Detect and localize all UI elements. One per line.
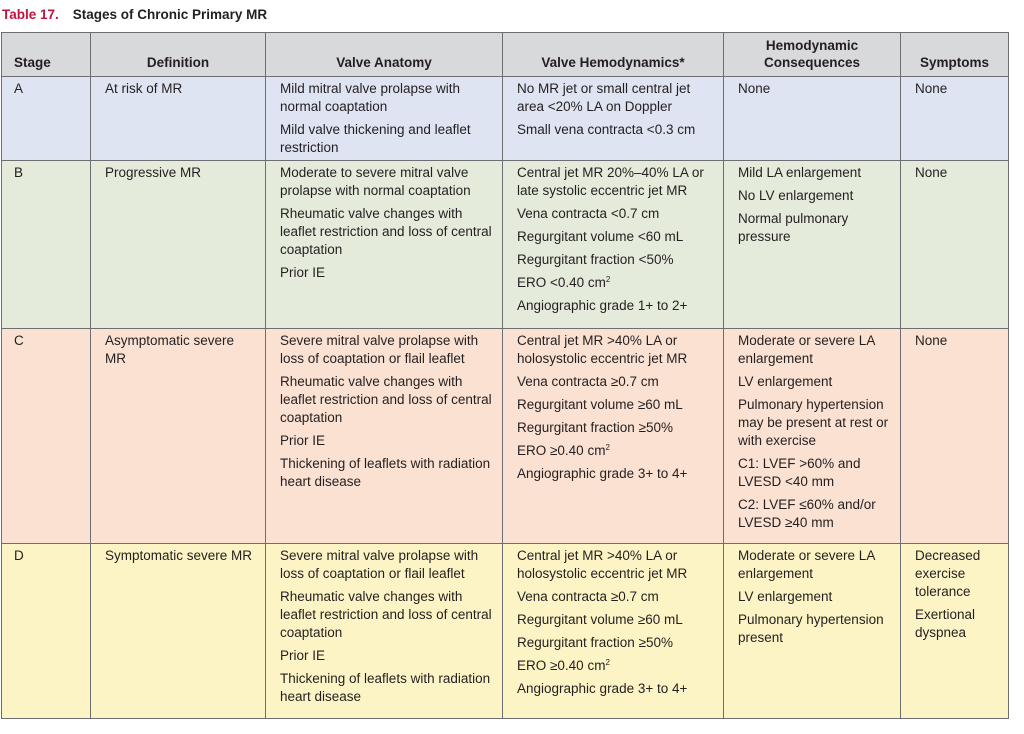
valve-hemodynamics-cell	[503, 161, 724, 329]
hemodynamic-consequences-cell	[724, 544, 901, 719]
header-definition: Definition	[91, 33, 266, 77]
hemodynamics-item: Regurgitant volume ≥60 mL	[517, 397, 683, 412]
definition-cell	[91, 77, 266, 161]
consequence-item: None	[738, 81, 771, 96]
consequence-item: Pulmonary hypertension present	[738, 612, 884, 645]
anatomy-item: Prior IE	[280, 648, 326, 663]
definition-text: Progressive MR	[105, 165, 202, 180]
hemodynamic-consequences-cell	[724, 77, 901, 161]
hemodynamic-consequences-cell	[724, 329, 901, 544]
anatomy-item: Rheumatic valve changes with leaflet restriction and loss of central coaptation	[280, 374, 492, 425]
hemodynamics-item: Regurgitant volume <60 mL	[517, 229, 684, 244]
hemodynamics-item: Regurgitant fraction <50%	[517, 252, 674, 267]
consequence-item: Mild LA enlargement	[738, 165, 862, 180]
anatomy-item: Severe mitral valve prolapse with loss of coaptation or flail leaflet	[280, 333, 479, 366]
symptom-item: Exertional dyspnea	[915, 607, 976, 640]
definition-cell	[91, 329, 266, 544]
anatomy-item: Prior IE	[280, 265, 326, 280]
table-row	[2, 161, 1009, 329]
consequence-item: C2: LVEF ≤60% and/or LVESD ≥40 mm	[738, 497, 876, 530]
valve-anatomy-cell	[266, 77, 503, 161]
anatomy-item: Severe mitral valve prolapse with loss of coaptation or flail leaflet	[280, 548, 479, 581]
hemodynamics-item: No MR jet or small central jet area <20% LA on Doppler	[517, 81, 691, 114]
symptom-item: None	[915, 333, 948, 348]
stage-cell: B	[2, 161, 91, 329]
hemodynamics-item: Regurgitant fraction ≥50%	[517, 420, 673, 435]
valve-anatomy-cell	[266, 544, 503, 719]
ero-text: ERO ≥0.40 cm	[517, 658, 606, 673]
ero-item	[517, 657, 715, 675]
stage-cell: A	[2, 77, 91, 161]
hemodynamics-item: Small vena contracta <0.3 cm	[517, 122, 696, 137]
definition-text: Symptomatic severe MR	[105, 548, 253, 563]
anatomy-item: Rheumatic valve changes with leaflet restriction and loss of central coaptation	[280, 206, 492, 257]
table-row	[2, 544, 1009, 719]
hemodynamics-item: Central jet MR >40% LA or holosystolic eccentric jet MR	[517, 548, 688, 581]
symptom-item: None	[915, 81, 948, 96]
ero-text: ERO ≥0.40 cm	[517, 443, 606, 458]
anatomy-item: Moderate to severe mitral valve prolapse with normal coaptation	[280, 165, 471, 198]
table-caption	[2, 7, 267, 22]
header-symptoms: Symptoms	[901, 33, 1009, 77]
symptoms-cell	[901, 544, 1009, 719]
ero-unit-exponent: 2	[605, 658, 610, 667]
valve-anatomy-cell	[266, 329, 503, 544]
header-valve-anatomy: Valve Anatomy	[266, 33, 503, 77]
header-stage: Stage	[2, 33, 91, 77]
ero-text: ERO <0.40 cm	[517, 275, 606, 290]
stage-cell: D	[2, 544, 91, 719]
ero-item	[517, 274, 715, 292]
hemodynamics-item: Angiographic grade 3+ to 4+	[517, 681, 688, 696]
hemodynamics-item: Angiographic grade 1+ to 2+	[517, 298, 688, 313]
header-hemodynamic-consequences-line2: Consequences	[763, 55, 861, 70]
consequence-item: C1: LVEF >60% and LVESD <40 mm	[738, 456, 861, 489]
hemodynamics-item: Vena contracta ≥0.7 cm	[517, 374, 659, 389]
table-title: Stages of Chronic Primary MR	[72, 7, 268, 22]
header-row	[2, 33, 1009, 77]
anatomy-item: Thickening of leaflets with radiation heart disease	[280, 671, 491, 704]
symptoms-cell	[901, 329, 1009, 544]
consequence-item: Pulmonary hypertension may be present at rest or with exercise	[738, 397, 889, 448]
anatomy-item: Mild valve thickening and leaflet restriction	[280, 122, 471, 155]
valve-hemodynamics-cell	[503, 329, 724, 544]
definition-text: Asymptomatic severe MR	[105, 333, 235, 366]
symptoms-cell	[901, 77, 1009, 161]
symptom-item: None	[915, 165, 948, 180]
anatomy-item: Mild mitral valve prolapse with normal coaptation	[280, 81, 461, 114]
hemodynamics-item: Central jet MR >40% LA or holosystolic eccentric jet MR	[517, 333, 688, 366]
stage-cell: C	[2, 329, 91, 544]
consequence-item: Normal pulmonary pressure	[738, 211, 849, 244]
consequence-item: No LV enlargement	[738, 188, 854, 203]
definition-cell	[91, 544, 266, 719]
stages-table	[1, 32, 1009, 719]
table-number: Table 17.	[2, 7, 59, 22]
table-row	[2, 77, 1009, 161]
valve-hemodynamics-cell	[503, 77, 724, 161]
consequence-item: LV enlargement	[738, 374, 833, 389]
anatomy-item: Prior IE	[280, 433, 326, 448]
header-hemodynamic-consequences	[724, 33, 901, 77]
valve-anatomy-cell	[266, 161, 503, 329]
valve-hemodynamics-cell	[503, 544, 724, 719]
hemodynamics-item: Central jet MR 20%–40% LA or late systolic eccentric jet MR	[517, 165, 704, 198]
ero-item	[517, 442, 715, 460]
hemodynamic-consequences-cell	[724, 161, 901, 329]
hemodynamics-item: Vena contracta ≥0.7 cm	[517, 589, 659, 604]
hemodynamics-item: Regurgitant volume ≥60 mL	[517, 612, 683, 627]
anatomy-item: Thickening of leaflets with radiation heart disease	[280, 456, 491, 489]
hemodynamics-item: Regurgitant fraction ≥50%	[517, 635, 673, 650]
definition-text: At risk of MR	[105, 81, 183, 96]
definition-cell	[91, 161, 266, 329]
header-hemodynamic-consequences-line1: Hemodynamic	[765, 38, 859, 53]
header-valve-hemodynamics: Valve Hemodynamics*	[503, 33, 724, 77]
symptoms-cell	[901, 161, 1009, 329]
consequence-item: Moderate or severe LA enlargement	[738, 548, 875, 581]
hemodynamics-item: Vena contracta <0.7 cm	[517, 206, 660, 221]
consequence-item: LV enlargement	[738, 589, 833, 604]
ero-unit-exponent: 2	[605, 275, 611, 284]
anatomy-item: Rheumatic valve changes with leaflet restriction and loss of central coaptation	[280, 589, 492, 640]
ero-unit-exponent: 2	[605, 443, 610, 452]
symptom-item: Decreased exercise tolerance	[915, 548, 981, 599]
table-row	[2, 329, 1009, 544]
hemodynamics-item: Angiographic grade 3+ to 4+	[517, 466, 688, 481]
consequence-item: Moderate or severe LA enlargement	[738, 333, 875, 366]
